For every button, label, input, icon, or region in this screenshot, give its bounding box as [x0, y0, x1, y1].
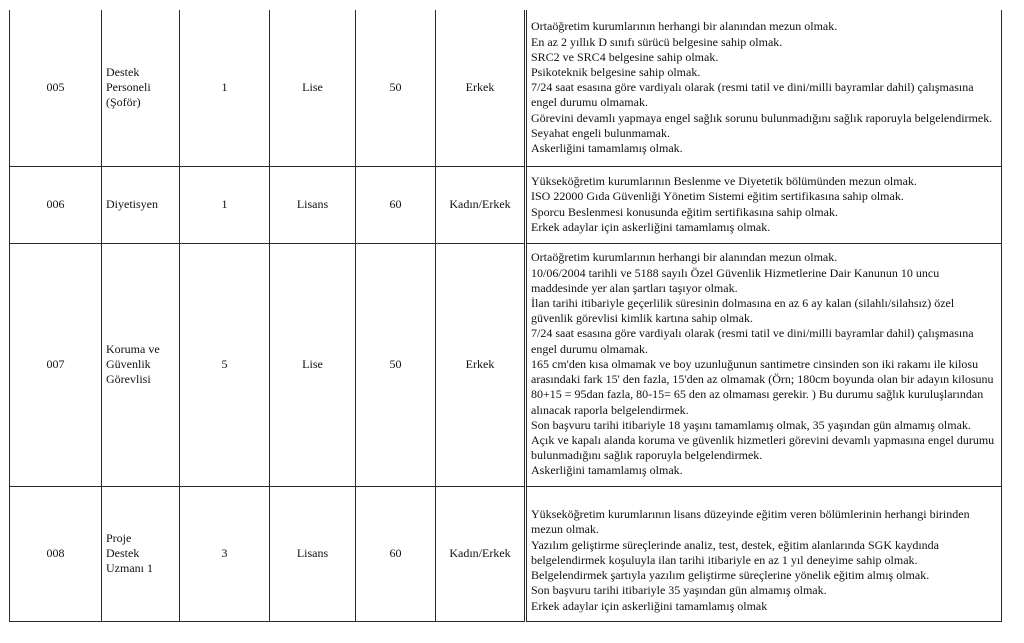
requirement-item: 165 cm'den kısa olmamak ve boy uzunluğunun santimetre cinsinden son iki rakamı ile kilosu arasındaki fark 15' den fazla, 15'den az olmamak (Örn; 180cm boyunda olan bir adayın kilosunu 80+15 = 95dan fazla, 80-15= 65 den az olmaması gerekir. ) Bu durumu sağlık kuruluşlarından alınacak raporla belgelendirmek.	[531, 356, 994, 417]
requirement-item: Ortaöğretim kurumlarının herhangi bir alanından mezun olmak.	[531, 19, 838, 34]
requirement-item: 10/06/2004 tarihli ve 5188 sayılı Özel Güvenlik Hizmetlerine Dair Kanunun 10 uncu maddesinde yer alan şartları taşıyor olmak.	[531, 265, 940, 295]
position-count: 1	[180, 166, 270, 243]
gender-requirement: Kadın/Erkek	[436, 486, 526, 621]
requirement-item: Seyahat engeli bulunmamak.	[531, 125, 670, 140]
requirement-item: Belgelendirmek şartıyla yazılım geliştirme süreçlerine yönelik eğitim almış olmak.	[531, 568, 930, 583]
requirement-item: ISO 22000 Gıda Güvenliği Yönetim Sistemi eğitim sertifikasına sahip olmak.	[531, 189, 904, 204]
requirement-item: Son başvuru tarihi itibariyle 18 yaşını tamamlamış olmak, 35 yaşından gün almamış olmak.	[531, 417, 971, 432]
title-line: Destek	[106, 64, 140, 79]
requirements-cell	[526, 243, 1002, 486]
position-count: 1	[180, 10, 270, 166]
education-level: Lisans	[270, 486, 356, 621]
position-count: 3	[180, 486, 270, 621]
minimum-score: 50	[356, 10, 436, 166]
requirement-item: Görevini devamlı yapmaya engel sağlık sorunu bulunmadığını sağlık raporuyla belgelendirmek.	[531, 110, 993, 125]
job-positions-table	[9, 10, 1002, 622]
requirement-item: Yükseköğretim kurumlarının lisans düzeyinde eğitim veren bölümlerinin herhangi birinden mezun olmak.	[531, 507, 970, 537]
title-line: Diyetisyen	[106, 196, 158, 211]
title-line: Görevlisi	[106, 372, 151, 387]
position-title	[102, 166, 180, 243]
title-line: Güvenlik	[106, 356, 151, 371]
position-code: 007	[10, 243, 102, 486]
minimum-score: 60	[356, 486, 436, 621]
requirement-item: 7/24 saat esasına göre vardiyalı olarak (resmi tatil ve dini/milli bayramlar dahil) çalışmasına engel durumu olmamak.	[531, 80, 974, 110]
requirement-item: İlan tarihi itibariyle geçerlilik süresinin dolmasına en az 6 ay kalan (silahlı/silahsız) özel güvenlik görevlisi kimlik kartına sahip olmak.	[531, 296, 955, 326]
position-count: 5	[180, 243, 270, 486]
requirements-list	[531, 493, 998, 613]
title-line: Destek	[106, 545, 140, 560]
table-row	[10, 486, 1002, 621]
minimum-score: 60	[356, 166, 436, 243]
position-title	[102, 486, 180, 621]
requirement-item: Açık ve kapalı alanda koruma ve güvenlik hizmetleri görevini devamlı yapmasına engel durumu bulunmadığını sağlık raporuyla belgelendirmek.	[531, 432, 995, 463]
position-title	[102, 243, 180, 486]
requirement-item: Yazılım geliştirme süreçlerinde analiz, test, destek, eğitim alanlarında SGK kaydında belgelendirmek koşuluyla ilan tarihi itibariyle en az 1 yıl deneyime sahip olmak.	[531, 537, 939, 567]
requirement-item: Erkek adaylar için askerliğini tamamlamış olmak.	[531, 219, 771, 234]
requirement-item: Askerliğini tamamlamış olmak.	[531, 140, 683, 155]
requirements-cell	[526, 166, 1002, 243]
position-code: 006	[10, 166, 102, 243]
education-level: Lisans	[270, 166, 356, 243]
title-line: (Şoför)	[106, 95, 141, 110]
requirement-item: Psikoteknik belgesine sahip olmak.	[531, 64, 701, 79]
title-line: Personeli	[106, 80, 151, 95]
gender-requirement: Erkek	[436, 243, 526, 486]
gender-requirement: Erkek	[436, 10, 526, 166]
title-line: Proje	[106, 530, 132, 545]
position-title	[102, 10, 180, 166]
table-row	[10, 243, 1002, 486]
table-row	[10, 10, 1002, 166]
requirement-item: Ortaöğretim kurumlarının herhangi bir alanından mezun olmak.	[531, 250, 838, 265]
requirements-cell	[526, 486, 1002, 621]
title-line: Uzmanı 1	[106, 561, 153, 576]
requirements-cell	[526, 10, 1002, 166]
requirement-item: Askerliğini tamamlamış olmak.	[531, 463, 683, 478]
position-code: 005	[10, 10, 102, 166]
requirement-item: Erkek adaylar için askerliğini tamamlamış olmak	[531, 598, 768, 613]
table-row	[10, 166, 1002, 243]
title-line: Koruma ve	[106, 341, 160, 356]
education-level: Lise	[270, 243, 356, 486]
minimum-score: 50	[356, 243, 436, 486]
requirement-item: Yükseköğretim kurumlarının Beslenme ve Diyetetik bölümünden mezun olmak.	[531, 174, 917, 189]
requirement-item: En az 2 yıllık D sınıfı sürücü belgesine sahip olmak.	[531, 34, 783, 49]
requirement-item: 7/24 saat esasına göre vardiyalı olarak (resmi tatil ve dini/milli bayramlar dahil) çalışmasına engel durumu olmamak.	[531, 326, 974, 356]
education-level: Lise	[270, 10, 356, 166]
requirement-item: Sporcu Beslenmesi konusunda eğitim sertifikasına sahip olmak.	[531, 204, 838, 219]
requirement-item: SRC2 ve SRC4 belgesine sahip olmak.	[531, 49, 719, 64]
requirement-item: Son başvuru tarihi itibariyle 35 yaşından gün almamış olmak.	[531, 583, 827, 598]
position-code: 008	[10, 486, 102, 621]
gender-requirement: Kadın/Erkek	[436, 166, 526, 243]
